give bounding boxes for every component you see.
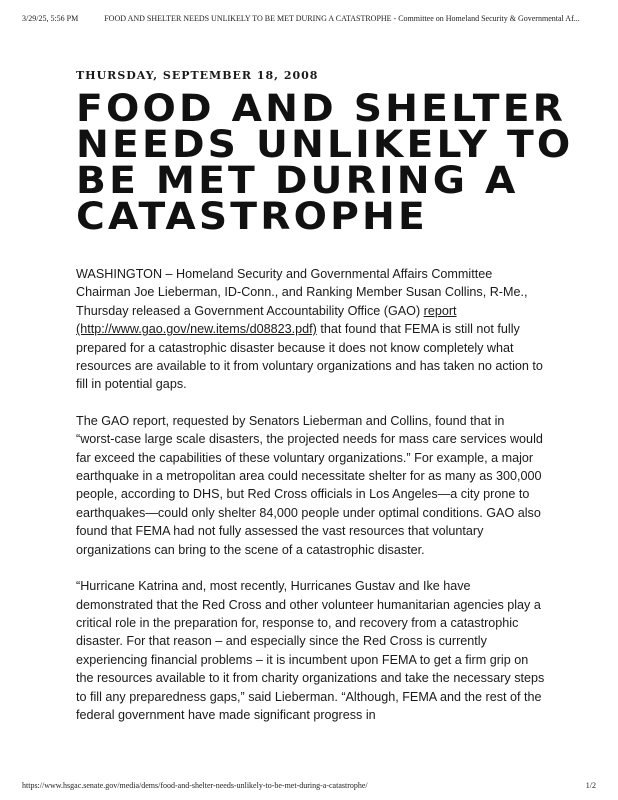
paragraph-1-text-start: WASHINGTON – Homeland Security and Governmental Affairs Committee Chairman Joe Lieberman, ID-Conn., and Ranking Member Susan Collins, R-Me., Thursday released a Government Accountability Office (GAO) [76,267,528,318]
article [76,69,574,742]
page-number: 1/2 [585,781,596,790]
print-header [22,14,596,23]
article-headline: FOOD AND SHELTER NEEDS UNLIKELY TO BE MET DURING A CATASTROPHE [76,87,574,238]
paragraph-1-text-end: that found that FEMA is still not fully prepared for a catastrophic disaster because it does not know completely what resources are available to it from voluntary organizations and has taken no action to fill in potential gaps. [76,322,543,392]
article-date: THURSDAY, SEPTEMBER 18, 2008 [76,69,319,82]
print-datetime: 3/29/25, 5:56 PM [22,14,79,23]
print-footer [22,781,596,790]
print-url: https://www.hsgac.senate.gov/media/dems/food-and-shelter-needs-unlikely-to-be-met-during-a-catastrophe/ [22,781,368,790]
paragraph-3: “Hurricane Katrina and, most recently, Hurricanes Gustav and Ike have demonstrated that the Red Cross and other volunteer humanitarian agencies play a critical role in the preparation for, response to, and recovery from a catastrophic disaster. For that reason – and especially since the Red Cross is currently experiencing financial problems – it is incumbent upon FEMA to get a firm grip on the resources available to it from charity organizations and take the necessary steps to fill any preparedness gaps,” said Lieberman. “Although, FEMA and the rest of the federal government have made significant progress in [76,579,545,722]
paragraph-2: The GAO report, requested by Senators Lieberman and Collins, found that in “worst-case large scale disasters, the projected needs for mass care services would far exceed the capabilities of these voluntary organizations.” For example, a major earthquake in a metropolitan area could necessitate shelter for as many as 300,000 people, according to DHS, but Red Cross officials in Los Angeles—a city prone to earthquakes—could only shelter 84,000 people under optimal conditions. GAO also found that FEMA had not fully assessed the vast resources that voluntary organizations can bring to the scene of a catastrophic disaster. [76,413,543,557]
print-page-title: FOOD AND SHELTER NEEDS UNLIKELY TO BE MET DURING A CATASTROPHE - Committee on Homeland Security & Governmental Af... [104,14,580,23]
report-link[interactable]: report (http://www.gao.gov/new.items/d08823.pdf) [76,303,457,337]
article-body [76,265,546,724]
paragraph-1 [76,265,546,394]
